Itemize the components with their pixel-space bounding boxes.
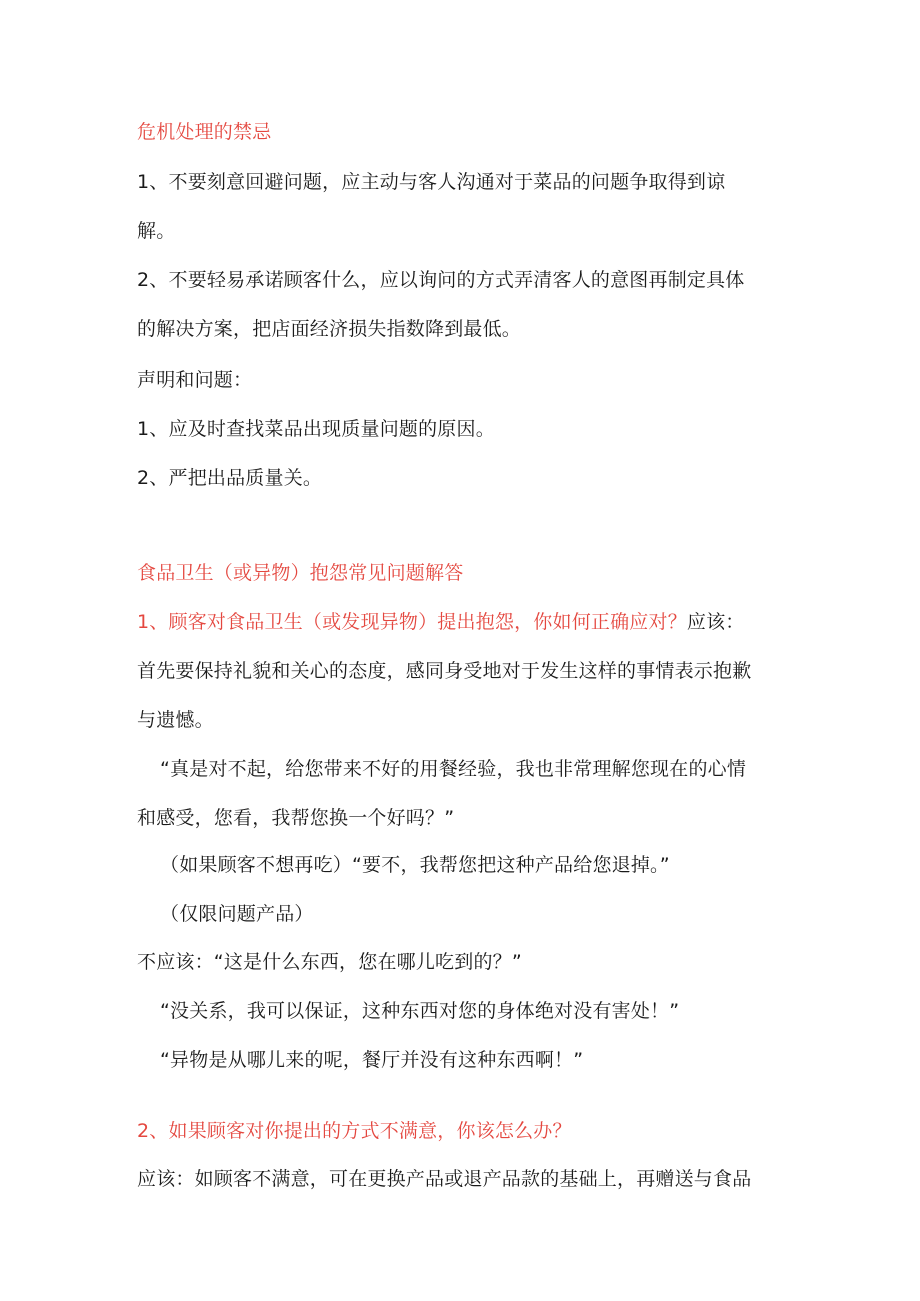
quote-line: 和感受，您看，我帮您换一个好吗？” bbox=[137, 807, 455, 829]
paragraph-line: 与遗憾。 bbox=[137, 709, 214, 731]
quote-line: （如果顾客不想再吃）“要不，我帮您把这种产品给您退掉。” bbox=[160, 854, 670, 876]
quote-line: “异物是从哪儿来的呢，餐厅并没有这种东西啊！” bbox=[160, 1049, 584, 1071]
paragraph-line: 1、不要刻意回避问题，应主动与客人沟通对于菜品的问题争取得到谅 bbox=[137, 171, 726, 193]
paragraph-line: 的解决方案，把店面经济损失指数降到最低。 bbox=[137, 318, 522, 340]
note-line: （仅限问题产品） bbox=[160, 903, 314, 925]
question-line bbox=[137, 608, 797, 636]
quote-line: “真是对不起，给您带来不好的用餐经验，我也非常理解您现在的心情 bbox=[160, 758, 747, 780]
list-item: 1、应及时查找菜品出现质量问题的原因。 bbox=[137, 418, 495, 440]
paragraph-line: 解。 bbox=[137, 220, 176, 242]
section-heading-hygiene: 食品卫生（或异物）抱怨常见问题解答 bbox=[137, 562, 464, 584]
section-heading-crisis: 危机处理的禁忌 bbox=[137, 121, 272, 143]
question-text: 1、顾客对食品卫生（或发现异物）提出抱怨，你如何正确应对？ bbox=[137, 611, 687, 633]
paragraph-line: 2、不要轻易承诺顾客什么，应以询问的方式弄清客人的意图再制定具体 bbox=[137, 269, 745, 291]
should-label: 应该： bbox=[686, 611, 745, 633]
quote-line: “没关系，我可以保证，这种东西对您的身体绝对没有害处！” bbox=[160, 1000, 680, 1022]
subheading-statement: 声明和问题： bbox=[137, 369, 253, 391]
question-line-2: 2、如果顾客对你提出的方式不满意，你该怎么办？ bbox=[137, 1120, 572, 1142]
list-item: 2、严把出品质量关。 bbox=[137, 467, 323, 489]
should-not-line: 不应该：“这是什么东西，您在哪儿吃到的？” bbox=[137, 951, 522, 973]
paragraph-line: 首先要保持礼貌和关心的态度，感同身受地对于发生这样的事情表示抱歉 bbox=[137, 660, 752, 682]
paragraph-line: 应该：如顾客不满意，可在更换产品或退产品款的基础上，再赠送与食品 bbox=[137, 1168, 752, 1190]
